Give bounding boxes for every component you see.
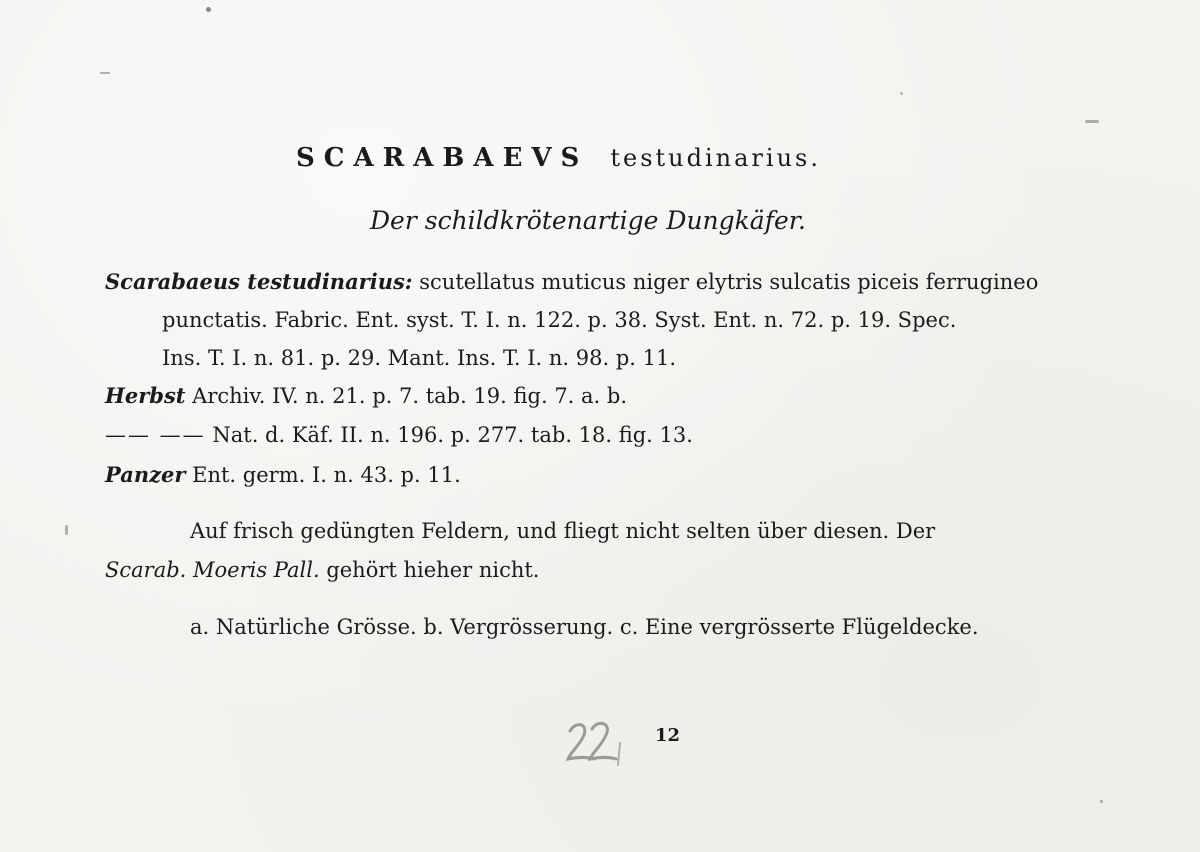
reference-text: punctatis. Fabric. Ent. syst. T. I. n. 122. p. 38. Syst. Ent. n. 72. p. 19. Spec.: [162, 308, 957, 332]
paragraph-text: gehört hieher nicht.: [326, 558, 540, 582]
paper-speck: [900, 92, 903, 95]
page-subtitle: Der schildkrötenartige Dungkäfer.: [370, 206, 806, 235]
reference-text: Nat. d. Käf. II. n. 196. p. 277. tab. 18. fig. 13.: [212, 423, 693, 447]
paper-speck: [1085, 120, 1099, 123]
reference-line: [105, 461, 461, 489]
reference-lead: Herbst: [105, 383, 186, 408]
reference-text: Ent. germ. I. n. 43. p. 11.: [192, 463, 461, 487]
species-name: testudinarius.: [610, 144, 821, 172]
paper-speck: [1100, 800, 1103, 803]
page-title: [296, 144, 821, 172]
reference-text: scutellatus muticus niger elytris sulcatis piceis ferrugineo: [419, 270, 1039, 294]
reference-line: [162, 306, 956, 334]
paper-speck: [100, 72, 110, 74]
reference-lead: —— ——: [105, 423, 206, 447]
reference-line: [105, 268, 1038, 296]
handwritten-mark: [562, 713, 632, 773]
body-paragraph-line: [105, 556, 539, 584]
paper-speck: [65, 525, 68, 535]
paragraph-lead: Scarab. Moeris Pall.: [105, 558, 320, 582]
reference-lead: Scarabaeus testudinarius:: [105, 269, 413, 294]
genus-name: SCARABAEVS: [296, 143, 589, 173]
reference-line: [162, 344, 676, 372]
figure-caption: a. Natürliche Grösse. b. Vergrösserung. c. Eine vergrösserte Flügeldecke.: [190, 615, 979, 639]
reference-lead: Panzer: [105, 462, 186, 487]
body-paragraph-line: Auf frisch gedüngten Feldern, und fliegt nicht selten über diesen. Der: [190, 519, 936, 543]
paper-speck: [206, 7, 211, 12]
reference-line: [105, 421, 693, 449]
reference-line: [105, 382, 627, 410]
reference-text: Archiv. IV. n. 21. p. 7. tab. 19. fig. 7. a. b.: [192, 384, 628, 408]
page-number: 12: [655, 725, 681, 746]
reference-text: Ins. T. I. n. 81. p. 29. Mant. Ins. T. I. n. 98. p. 11.: [162, 346, 677, 370]
